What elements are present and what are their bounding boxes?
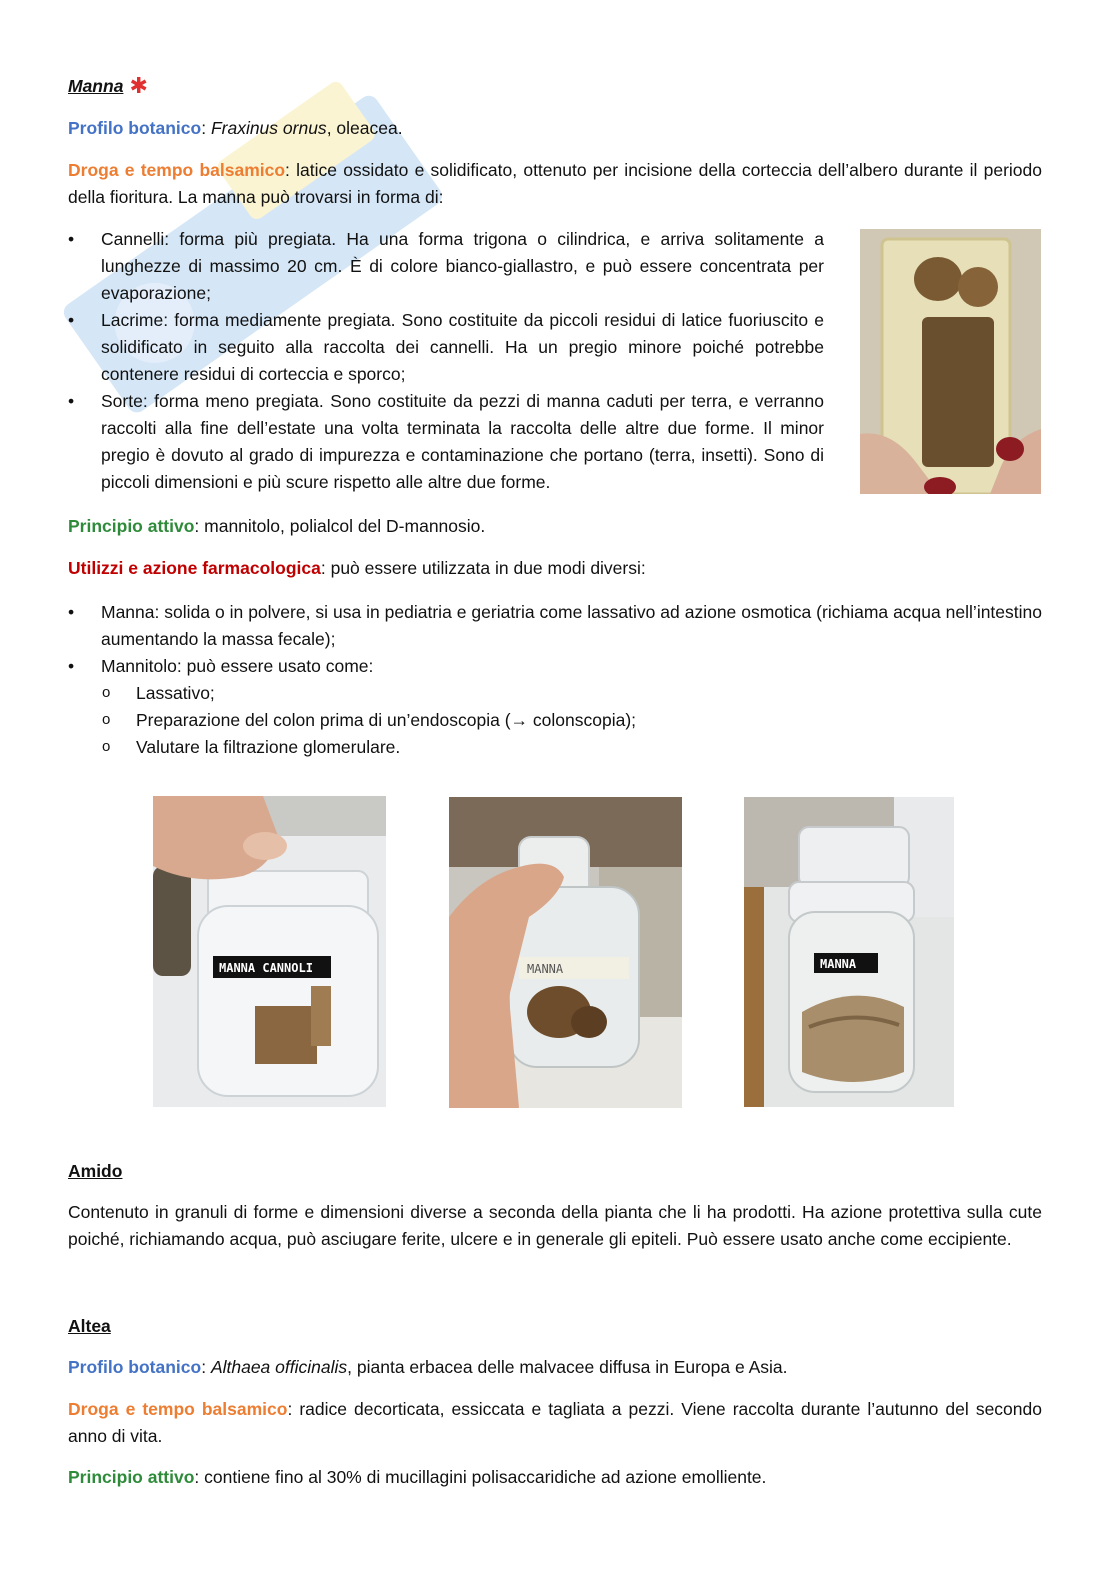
list-item-text: Mannitolo: può essere usato come: [101, 656, 374, 676]
list-item [68, 653, 1042, 761]
principio-label: Principio attivo [68, 1467, 195, 1487]
droga-text: : latice ossidato e solidificato, ottenuto per incisione della corteccia dell’albero durante il periodo della fioritura. La manna può trovarsi in forma di: [68, 160, 1042, 207]
manna-utilizzi [68, 555, 1042, 582]
altea-droga [68, 1396, 1042, 1450]
principio-text: : mannitolo, polialcol del D-mannosio. [194, 516, 486, 536]
jar-label-text: MANNA CANNOLI [219, 961, 313, 975]
amido-text: Contenuto in granuli di forme e dimensioni diverse a seconda della pianta che li ha prodotti. Ha azione protettiva sulla cute poiché, richiamando acqua, può asciugare ferite, ulcere e in generale gli epiteli. Può essere usato anche come eccipiente. [68, 1202, 1042, 1249]
manna-title: Manna [68, 76, 124, 96]
principio-label: Principio attivo [68, 516, 195, 536]
sub-list-item: o Valutare la filtrazione glomerulare. [68, 734, 1042, 761]
species-name: Fraxinus ornus [210, 118, 327, 138]
jar-photo-lacrime [449, 797, 682, 1108]
list-item: • Lacrime: forma mediamente pregiata. Sono costituite da piccoli residui di latice fuoriuscito e solidificato in seguito alla raccolta dei cannelli. Ha un pregio minore poiché potrebbe contenere residui di corteccia e sporco; [68, 307, 824, 388]
profilo-rest: , pianta erbacea delle malvacee diffusa in Europa e Asia. [347, 1357, 788, 1377]
jar-photo-cannoli [153, 796, 386, 1107]
jar-label-text: MANNA [527, 962, 564, 976]
altea-title-row [68, 1313, 1042, 1340]
species-name: Althaea officinalis [210, 1357, 348, 1377]
sub-list-item: o Preparazione del colon prima di un’endoscopia (→ colonscopia); [68, 707, 1042, 734]
manna-profilo: Profilo botanico: Fraxinus ornus, oleacea. [68, 118, 403, 138]
profilo-rest: , oleacea. [326, 118, 403, 138]
manna-droga [68, 157, 1042, 211]
list-item: • Manna: solida o in polvere, si usa in pediatria e geriatria come lassativo ad azione osmotica (richiama acqua nell’intestino aumentando la massa fecale); [68, 599, 1042, 653]
amido-title: Amido [68, 1161, 123, 1181]
utilizzi-text: : può essere utilizzata in due modi diversi: [320, 558, 646, 578]
altea-principio [68, 1464, 1042, 1491]
altea-profilo: Profilo botanico: Althaea officinalis, pianta erbacea delle malvacee diffusa in Europa e Asia. [68, 1357, 788, 1377]
utilizzi-label: Utilizzi e azione farmacologica [68, 558, 321, 578]
droga-label: Droga e tempo balsamico [68, 1399, 288, 1419]
manna-uses-list [68, 599, 1042, 761]
jar-label-text: MANNA [820, 957, 857, 971]
jar-photo-sorte [744, 797, 954, 1107]
amido-title-row [68, 1158, 1042, 1185]
list-item: • Cannelli: forma più pregiata. Ha una forma trigona o cilindrica, e arriva solitamente a lunghezze di massimo 20 cm. È di colore bianco-giallastro, e può essere concentrata per evaporazione; [68, 226, 824, 307]
manna-title-row [68, 72, 1042, 100]
manna-principio [68, 513, 1042, 540]
droga-text: : radice decorticata, essiccata e tagliata a pezzi. Viene raccolta durante l’autunno del secondo anno di vita. [68, 1399, 1042, 1446]
droga-label: Droga e tempo balsamico [68, 160, 286, 180]
profilo-label: Profilo botanico [68, 118, 202, 138]
manna-resin-photo [860, 229, 1041, 494]
list-item: • Sorte: forma meno pregiata. Sono costituite da pezzi di manna caduti per terra, e verranno raccolti alla fine dell’estate una volta terminata la raccolta delle altre due forme. Il minor pregio è dovuto al grado di impurezza e contaminazione che portano (terra, insetti). Sono di piccoli dimensioni e più scure rispetto alle altre due forme. [68, 388, 824, 496]
mannitolo-sublist [68, 680, 1042, 761]
star-icon: ✱ [129, 73, 148, 98]
altea-title: Altea [68, 1316, 111, 1336]
sub-list-item: o Lassativo; [68, 680, 1042, 707]
principio-text: : contiene fino al 30% di mucillagini polisaccaridiche ad azione emolliente. [194, 1467, 767, 1487]
manna-forms-list [68, 226, 824, 496]
profilo-label: Profilo botanico [68, 1357, 202, 1377]
